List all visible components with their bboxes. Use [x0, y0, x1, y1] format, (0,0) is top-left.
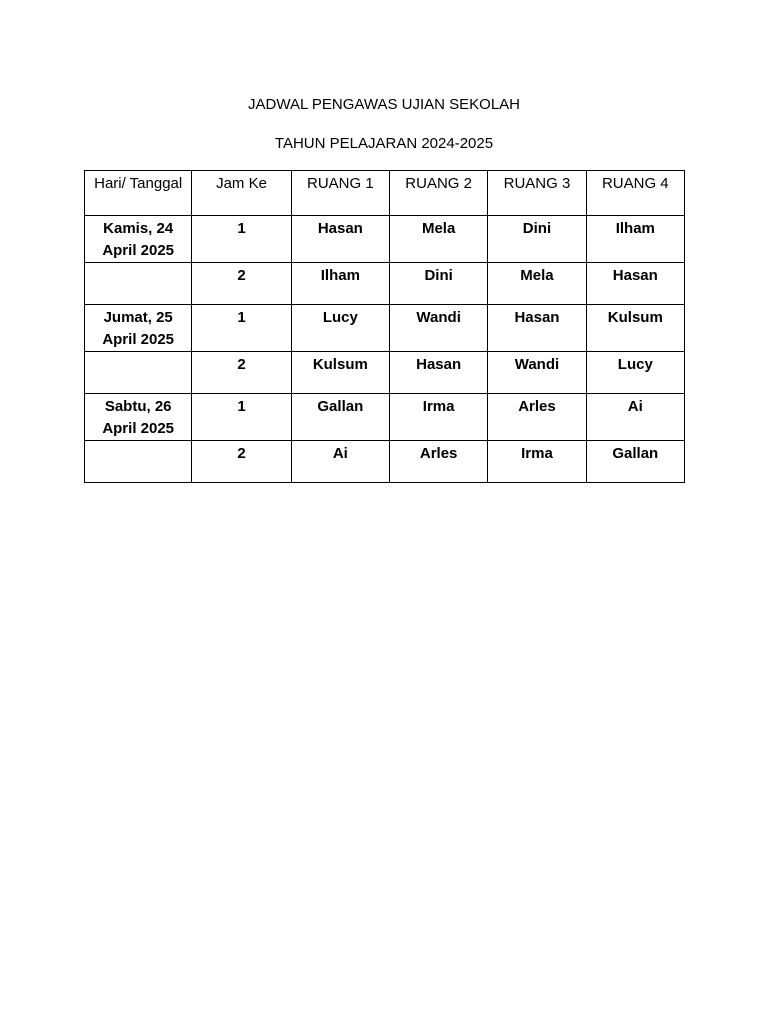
cell-session: 2: [192, 441, 291, 483]
cell-room-4: Hasan: [586, 263, 684, 305]
cell-day-date: Kamis, 24 April 2025: [85, 216, 192, 263]
cell-room-4: Gallan: [586, 441, 684, 483]
cell-session: 1: [192, 305, 291, 352]
cell-room-2: Irma: [389, 394, 487, 441]
cell-session: 1: [192, 394, 291, 441]
cell-day-date: [85, 441, 192, 483]
header-room-4: RUANG 4: [586, 171, 684, 216]
cell-room-3: Mela: [488, 263, 586, 305]
table-row: [85, 352, 685, 394]
cell-room-4: Kulsum: [586, 305, 684, 352]
cell-room-1: Ai: [291, 441, 389, 483]
table-row: [85, 263, 685, 305]
cell-room-4: Ai: [586, 394, 684, 441]
cell-room-2: Hasan: [389, 352, 487, 394]
cell-session: 1: [192, 216, 291, 263]
cell-session: 2: [192, 263, 291, 305]
cell-room-1: Gallan: [291, 394, 389, 441]
cell-room-2: Arles: [389, 441, 487, 483]
cell-room-3: Dini: [488, 216, 586, 263]
cell-room-3: Arles: [488, 394, 586, 441]
header-session: Jam Ke: [192, 171, 291, 216]
cell-room-2: Wandi: [389, 305, 487, 352]
table-row: [85, 305, 685, 352]
cell-day-date: [85, 263, 192, 305]
cell-room-1: Kulsum: [291, 352, 389, 394]
header-day-date: Hari/ Tanggal: [85, 171, 192, 216]
cell-room-1: Ilham: [291, 263, 389, 305]
table-row: [85, 441, 685, 483]
cell-day-date: [85, 352, 192, 394]
cell-session: 2: [192, 352, 291, 394]
document-subtitle: TAHUN PELAJARAN 2024-2025: [274, 135, 494, 152]
cell-room-3: Hasan: [488, 305, 586, 352]
header-room-2: RUANG 2: [389, 171, 487, 216]
table-header-row: [85, 171, 685, 216]
cell-day-date: Jumat, 25 April 2025: [85, 305, 192, 352]
cell-room-3: Irma: [488, 441, 586, 483]
cell-day-date: Sabtu, 26 April 2025: [85, 394, 192, 441]
document-title: JADWAL PENGAWAS UJIAN SEKOLAH: [248, 96, 520, 113]
header-room-3: RUANG 3: [488, 171, 586, 216]
cell-room-2: Dini: [389, 263, 487, 305]
cell-room-1: Lucy: [291, 305, 389, 352]
cell-room-1: Hasan: [291, 216, 389, 263]
header-room-1: RUANG 1: [291, 171, 389, 216]
cell-room-2: Mela: [389, 216, 487, 263]
cell-room-3: Wandi: [488, 352, 586, 394]
table-row: [85, 216, 685, 263]
cell-room-4: Lucy: [586, 352, 684, 394]
cell-room-4: Ilham: [586, 216, 684, 263]
supervisor-schedule-table: [84, 170, 685, 483]
table-row: [85, 394, 685, 441]
